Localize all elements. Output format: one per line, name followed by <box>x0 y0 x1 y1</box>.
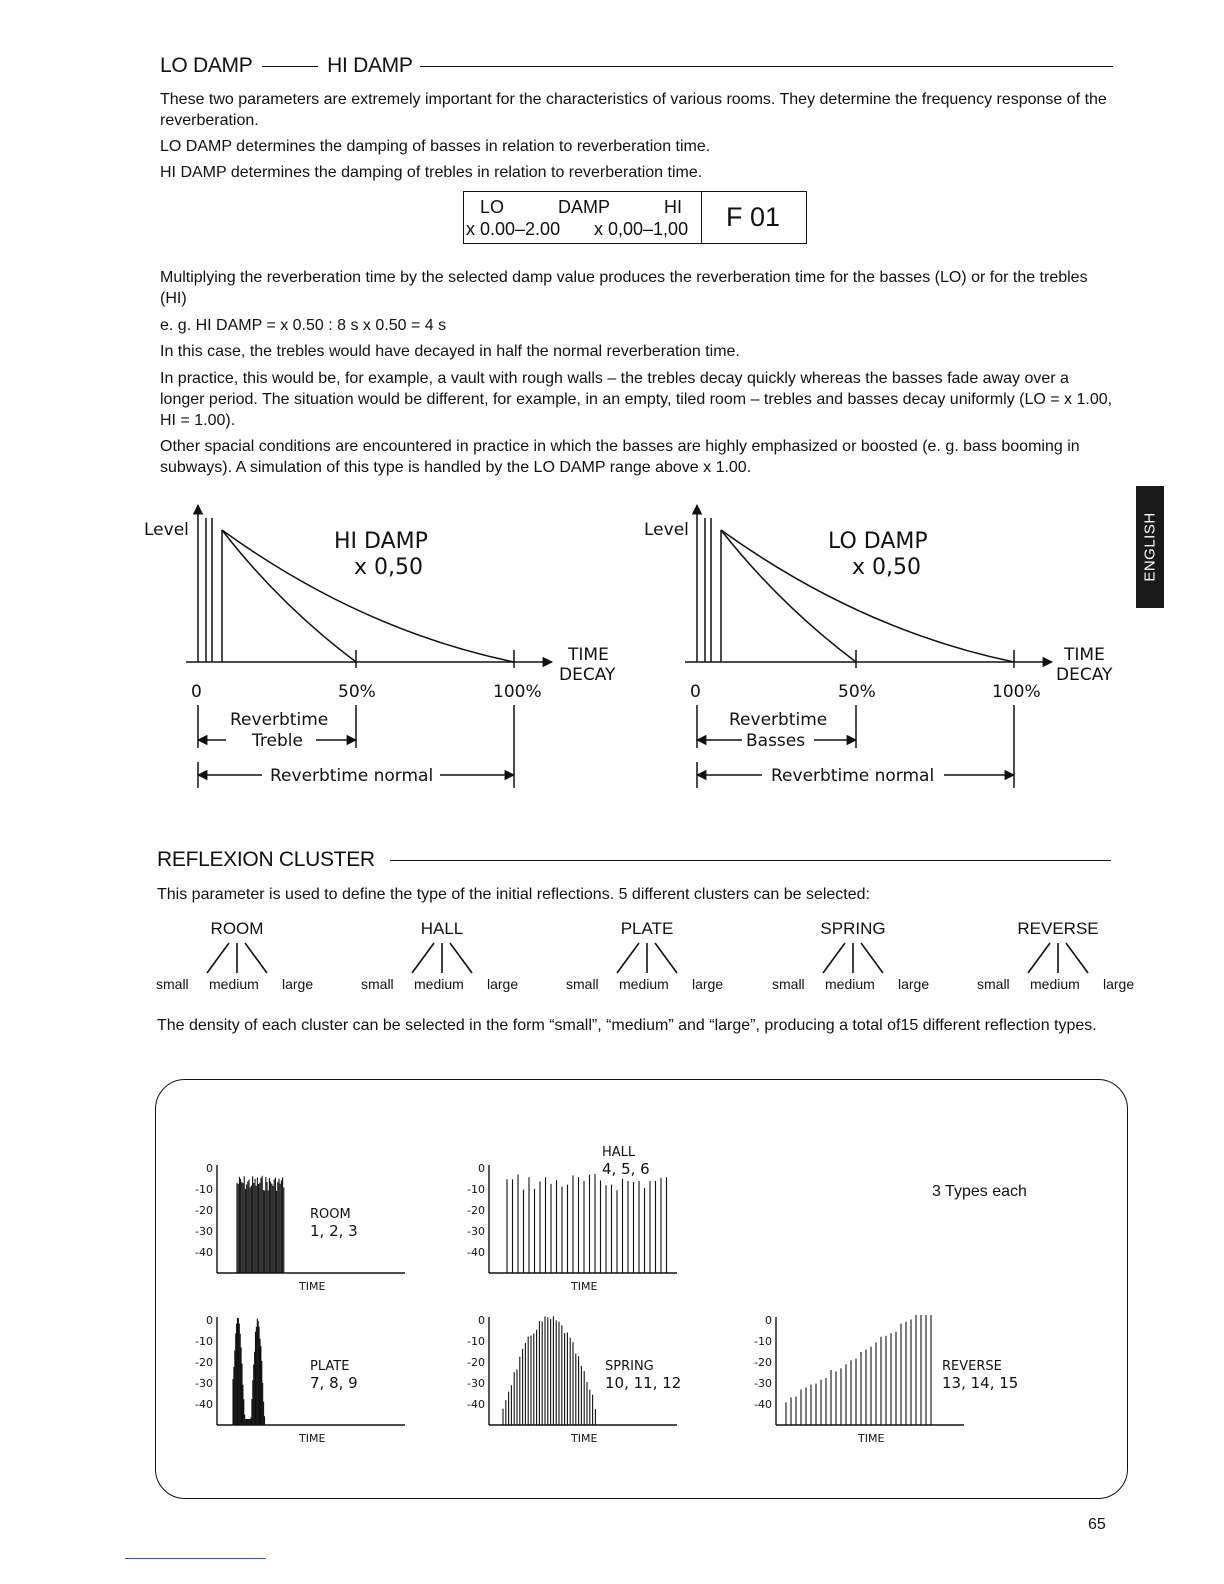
x-axis-label: TIME <box>858 1432 885 1445</box>
x-axis-label: TIME <box>299 1280 326 1293</box>
cluster-branch-lines <box>1018 941 1098 975</box>
x-axis-label: TIME <box>571 1432 598 1445</box>
paragraph: Other spacial conditions are encountered in practice in which the basses are highly emphasized or boosted (e. g. bass booming in subways). A simulation of this type is handled by the LO DAMP range above x 1.00. <box>160 438 1080 476</box>
chart-types: 1, 2, 3 <box>310 1222 358 1240</box>
y-tick-label: -30 <box>195 1377 213 1390</box>
paragraph: This parameter is used to define the type of the initial reflections. 5 different clusters can be selected: <box>157 886 870 903</box>
paragraph: In practice, this would be, for example, a vault with rough walls – the trebles decay quickly whereas the basses fade away over a longer period. The situation would be different, for example, in an empty, tiled room – trebles and basses decay uniformly (LO = x 1.00, HI = 1.00). <box>160 370 1113 429</box>
section-rule <box>390 860 1111 861</box>
paragraph: The density of each cluster can be selected in the form “small”, “medium” and “large”, producing a total of15 different reflection types. <box>157 1017 1097 1034</box>
x-axis-label: TIME <box>299 1432 326 1445</box>
paragraph: Multiplying the reverberation time by the selected damp value produces the reverberation time for the basses (LO) or for the trebles (HI) <box>160 269 1088 307</box>
y-tick-label: -30 <box>754 1377 772 1390</box>
cluster-branch <box>823 943 845 973</box>
cluster-branch <box>1028 943 1050 973</box>
chart-name: PLATE <box>310 1359 350 1374</box>
cluster-branch <box>617 943 639 973</box>
display-code: F 01 <box>726 202 781 232</box>
cluster-size-small: small <box>156 976 189 992</box>
diagram-factor: x 0,50 <box>354 555 423 580</box>
types-note: 3 Types each <box>932 1183 1027 1200</box>
cluster-spring: SPRING <box>820 919 886 938</box>
y-tick-label: -40 <box>195 1246 213 1259</box>
y-tick-label: -30 <box>195 1225 213 1238</box>
level-label: Level <box>644 520 689 540</box>
section-rule <box>420 66 1113 67</box>
y-tick-label: -10 <box>467 1335 485 1348</box>
cluster-branch <box>1066 943 1088 973</box>
page-number: 65 <box>1088 1516 1106 1533</box>
y-tick-label: 0 <box>765 1314 772 1327</box>
parameter-display <box>463 191 807 244</box>
display-lo-range: x 0.00–2.00 <box>466 219 561 239</box>
y-tick-label: -40 <box>754 1398 772 1411</box>
cluster-room: ROOM <box>210 919 264 938</box>
cluster-branch-lines <box>197 941 277 975</box>
reverbtime-normal-label: Reverbtime normal <box>270 766 434 786</box>
chart-name: REVERSE <box>942 1359 1002 1374</box>
display-damp: DAMP <box>558 197 611 217</box>
y-tick-label: -30 <box>467 1377 485 1390</box>
cluster-size-large: large <box>1103 976 1135 992</box>
decay-curve-normal <box>222 530 514 662</box>
cluster-branch <box>655 943 677 973</box>
cluster-size-large: large <box>282 976 314 992</box>
y-tick-label: -20 <box>195 1356 213 1369</box>
decay-curve-normal <box>721 530 1014 662</box>
chart-name: ROOM <box>310 1207 351 1222</box>
chart-name: SPRING <box>605 1359 654 1374</box>
cluster-size-medium: medium <box>619 976 669 992</box>
language-tab-label: ENGLISH <box>1141 512 1159 582</box>
cluster-branch <box>861 943 883 973</box>
cluster-size-small: small <box>772 976 805 992</box>
cluster-hall: HALL <box>420 919 464 938</box>
y-tick-label: 0 <box>478 1162 485 1175</box>
cluster-plate: PLATE <box>620 919 674 938</box>
cluster-charts-panel <box>155 1079 1128 1499</box>
display-divider <box>701 192 702 243</box>
chart-name: HALL <box>602 1145 636 1160</box>
title-hi-damp: HI DAMP <box>327 54 413 77</box>
reverbtime-normal-label: Reverbtime normal <box>771 766 935 786</box>
time-label: TIME <box>568 645 609 665</box>
y-tick-label: -10 <box>467 1183 485 1196</box>
footer-line <box>125 1558 266 1559</box>
decay-curve-damped <box>721 530 856 662</box>
chart-types: 13, 14, 15 <box>942 1374 1019 1392</box>
y-tick-label: -10 <box>195 1183 213 1196</box>
reverbtime-sub-label: Treble <box>252 731 303 751</box>
y-tick-label: 0 <box>206 1314 213 1327</box>
y-tick-label: -20 <box>754 1356 772 1369</box>
chart-types: 7, 8, 9 <box>310 1374 358 1392</box>
time-label: TIME <box>1064 645 1105 665</box>
title-dash <box>262 66 318 67</box>
y-tick-label: 0 <box>206 1162 213 1175</box>
reverbtime-sub-label: Basses <box>746 731 806 751</box>
cluster-branch <box>450 943 472 973</box>
display-hi-range: x 0,00–1,00 <box>594 219 689 239</box>
decay-diagram-hi <box>186 505 552 788</box>
title-lo-damp: LO DAMP <box>160 54 253 77</box>
cluster-branch <box>207 943 229 973</box>
y-tick-label: -40 <box>467 1398 485 1411</box>
y-tick-label: -40 <box>467 1246 485 1259</box>
y-tick-label: -20 <box>195 1204 213 1217</box>
diagram-title: HI DAMP <box>334 529 428 554</box>
y-tick-label: 0 <box>478 1314 485 1327</box>
tick-label-50: 50% <box>338 682 376 702</box>
cluster-branch-lines <box>607 941 687 975</box>
reverbtime-label: Reverbtime <box>230 710 329 730</box>
section-title-reflexion: REFLEXION CLUSTER <box>157 848 375 871</box>
tick-label-100: 100% <box>493 682 542 702</box>
cluster-branch <box>412 943 434 973</box>
decay-curve-damped <box>222 530 356 662</box>
decay-diagram-lo <box>685 505 1052 788</box>
section-title-damp <box>160 54 413 78</box>
y-tick-label: -20 <box>467 1204 485 1217</box>
y-tick-label: -10 <box>195 1335 213 1348</box>
paragraph: HI DAMP determines the damping of trebles in relation to reverberation time. <box>160 164 703 181</box>
y-tick-label: -20 <box>467 1356 485 1369</box>
cluster-size-medium: medium <box>825 976 875 992</box>
reverbtime-label: Reverbtime <box>729 710 828 730</box>
level-label: Level <box>144 520 189 540</box>
tick-label-0: 0 <box>690 682 701 702</box>
y-tick-label: -10 <box>754 1335 772 1348</box>
y-tick-label: -30 <box>467 1225 485 1238</box>
diagram-title: LO DAMP <box>828 529 928 554</box>
decay-label: DECAY <box>1056 665 1113 685</box>
x-axis-label: TIME <box>571 1280 598 1293</box>
display-hi: HI <box>664 197 682 217</box>
chart-types: 10, 11, 12 <box>605 1374 682 1392</box>
y-tick-label: -40 <box>195 1398 213 1411</box>
cluster-size-large: large <box>487 976 519 992</box>
language-tab <box>1136 486 1164 608</box>
display-lo: LO <box>480 197 505 217</box>
cluster-size-small: small <box>566 976 599 992</box>
cluster-branch-lines <box>813 941 893 975</box>
cluster-size-large: large <box>898 976 930 992</box>
chart-types: 4, 5, 6 <box>602 1160 650 1178</box>
cluster-branch-lines <box>402 941 482 975</box>
cluster-size-medium: medium <box>209 976 259 992</box>
decay-label: DECAY <box>559 665 616 685</box>
tick-label-50: 50% <box>838 682 876 702</box>
paragraph: In this case, the trebles would have decayed in half the normal reverberation time. <box>160 343 740 360</box>
paragraph: These two parameters are extremely important for the characteristics of various rooms. They determine the frequency response of the reverberation. <box>160 91 1107 129</box>
tick-label-100: 100% <box>992 682 1041 702</box>
paragraph: LO DAMP determines the damping of basses in relation to reverberation time. <box>160 138 711 155</box>
diagram-factor: x 0,50 <box>852 555 921 580</box>
paragraph: e. g. HI DAMP = x 0.50 : 8 s x 0.50 = 4 s <box>160 317 447 334</box>
cluster-size-medium: medium <box>1030 976 1080 992</box>
cluster-reverse: REVERSE <box>1017 919 1099 938</box>
cluster-branch <box>245 943 267 973</box>
tick-label-0: 0 <box>191 682 202 702</box>
cluster-size-small: small <box>977 976 1010 992</box>
cluster-size-small: small <box>361 976 394 992</box>
cluster-size-medium: medium <box>414 976 464 992</box>
cluster-size-large: large <box>692 976 724 992</box>
